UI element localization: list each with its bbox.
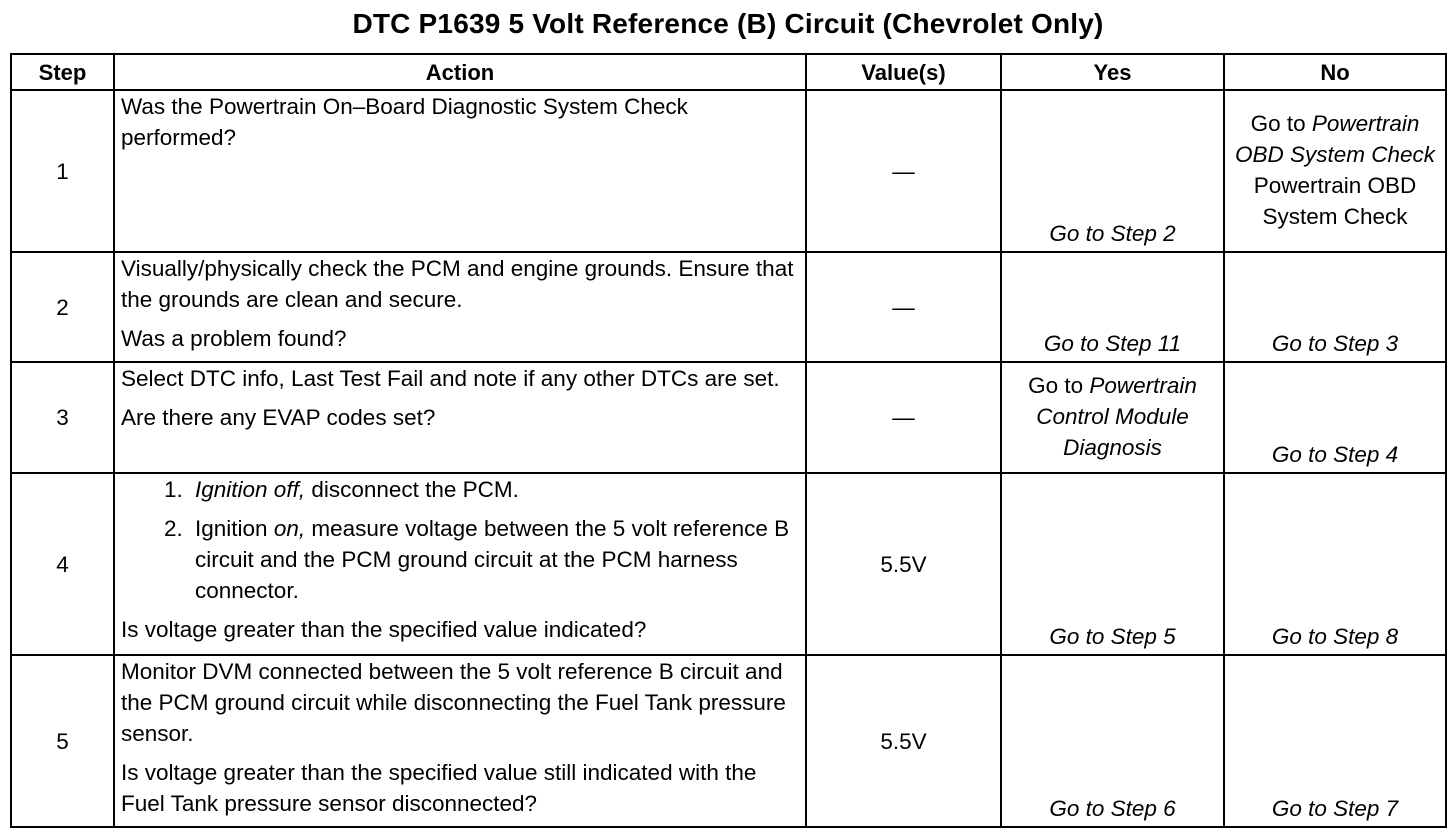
header-values: Value(s): [806, 54, 1001, 90]
header-action: Action: [114, 54, 806, 90]
action-cell: [114, 252, 806, 362]
header-no: No: [1224, 54, 1446, 90]
no-prefix: Go to: [1250, 111, 1312, 136]
action-cell: [114, 362, 806, 473]
action-question: Is voltage greater than the specified value still indicated with the Fuel Tank pressure sensor disconnected?: [121, 760, 757, 816]
step-number: 2: [11, 252, 114, 362]
list-item-lead: Ignition: [195, 516, 274, 541]
no-suffix: Powertrain OBD System Check: [1253, 173, 1417, 229]
no-cell: [1224, 252, 1446, 362]
yes-cell: [1001, 473, 1224, 655]
no-cell: [1224, 655, 1446, 827]
table-row: [11, 90, 1446, 252]
list-item: [189, 513, 799, 606]
action-question: Is voltage greater than the specified value indicated?: [121, 617, 647, 642]
no-link[interactable]: Powertrain OBD System Check: [1234, 111, 1436, 167]
step-number: 5: [11, 655, 114, 827]
list-item-italic: on,: [273, 516, 306, 541]
header-row: [11, 54, 1446, 90]
no-link[interactable]: Go to Step 8: [1271, 624, 1399, 649]
yes-link[interactable]: Go to Step 11: [1043, 331, 1182, 356]
table-row: [11, 362, 1446, 473]
table-row: [11, 252, 1446, 362]
action-text: Select DTC info, Last Test Fail and note if any other DTCs are set.: [121, 366, 780, 391]
no-cell: [1224, 90, 1446, 252]
yes-link[interactable]: Go to Step 2: [1049, 221, 1176, 246]
action-question: Are there any EVAP codes set?: [121, 405, 436, 430]
yes-link[interactable]: Go to Step 6: [1049, 796, 1176, 821]
step-number: 4: [11, 473, 114, 655]
action-steps-list: [121, 474, 799, 606]
page-title: DTC P1639 5 Volt Reference (B) Circuit (Chevrolet Only): [352, 8, 1104, 39]
yes-cell: [1001, 90, 1224, 252]
table-row: [11, 655, 1446, 827]
action-text: Visually/physically check the PCM and engine grounds. Ensure that the grounds are clean and secure.: [121, 256, 794, 312]
yes-cell: [1001, 362, 1224, 473]
header-step: Step: [11, 54, 114, 90]
table-row: [11, 473, 1446, 655]
no-link[interactable]: Go to Step 4: [1271, 442, 1399, 467]
header-yes: Yes: [1001, 54, 1224, 90]
yes-cell: [1001, 655, 1224, 827]
yes-prefix: Go to: [1028, 373, 1090, 398]
list-item: [189, 474, 799, 505]
list-item-text: measure voltage between the 5 volt reference B circuit and the PCM ground circuit at the PCM harness connector.: [195, 516, 790, 603]
yes-cell: [1001, 252, 1224, 362]
list-item-text: disconnect the PCM.: [305, 477, 519, 502]
step-number: 3: [11, 362, 114, 473]
action-text: Monitor DVM connected between the 5 volt reference B circuit and the PCM ground circuit while disconnecting the Fuel Tank pressure sensor.: [121, 659, 786, 746]
yes-link[interactable]: Powertrain Control Module Diagnosis: [1036, 373, 1197, 460]
value-cell: 5.5V: [806, 473, 1001, 655]
no-cell: [1224, 362, 1446, 473]
value-cell: —: [806, 90, 1001, 252]
action-cell: [114, 473, 806, 655]
value-cell: 5.5V: [806, 655, 1001, 827]
diagnostic-table: [10, 53, 1447, 828]
no-link[interactable]: Go to Step 3: [1271, 331, 1399, 356]
action-question: Was a problem found?: [121, 326, 347, 351]
step-number: 1: [11, 90, 114, 252]
action-text: Was the Powertrain On–Board Diagnostic System Check performed?: [121, 94, 688, 150]
no-cell: [1224, 473, 1446, 655]
list-item-lead: Ignition off,: [195, 477, 306, 502]
action-cell: [114, 655, 806, 827]
yes-link[interactable]: Go to Step 5: [1049, 624, 1176, 649]
action-cell: [114, 90, 806, 252]
value-cell: —: [806, 362, 1001, 473]
value-cell: —: [806, 252, 1001, 362]
no-link[interactable]: Go to Step 7: [1271, 796, 1399, 821]
